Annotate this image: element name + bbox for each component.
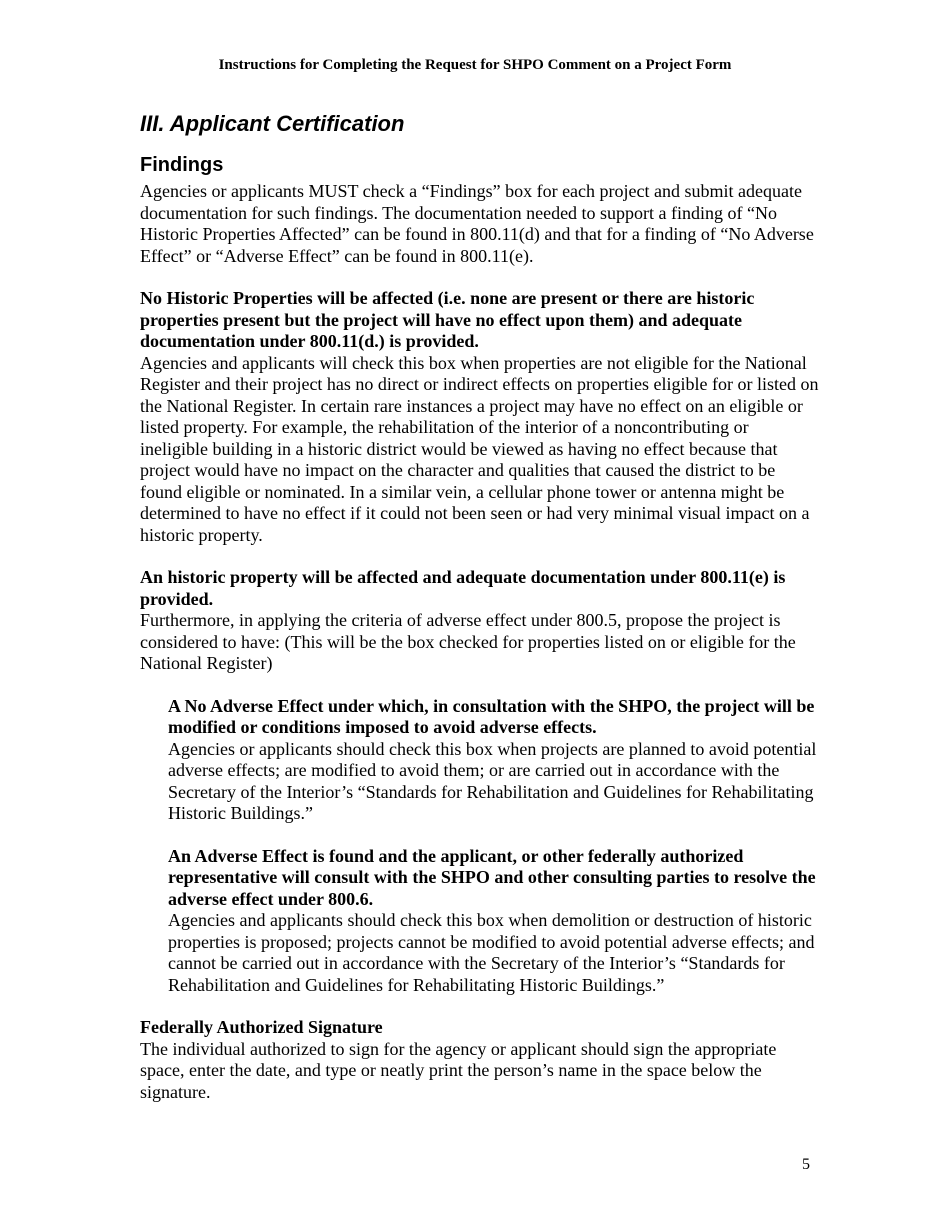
page-number: 5: [802, 1156, 810, 1173]
no-adverse-heading: A No Adverse Effect under which, in consultation with the SHPO, the project will be modified or conditions imposed to avoid adverse effects.: [168, 695, 815, 737]
spacer: [140, 675, 820, 696]
no-historic-heading: No Historic Properties will be affected (i.e. none are present or there are historic properties present but the project will have no effect upon them) and adequate documentation under 800.11(d.) is provided.: [140, 288, 755, 351]
spacer: [140, 267, 820, 288]
no-adverse-body: Agencies or applicants should check this box when projects are planned to avoid potential adverse effects; are modified to avoid them; or are carried out in accordance with the Secretary of the Interior’s “Standards for Rehabilitation and Guidelines for Rehabilitating Historic Buildings.”: [168, 738, 817, 823]
no-historic-body: Agencies and applicants will check this box when properties are not eligible for the National Register and their project has no direct or indirect effects on properties eligible for or listed on the National Register. In certain rare instances a project may have no effect on an eligible or listed property. For example, the rehabilitation of the interior of a noncontributing or ineligible building in a historic district would be viewed as having no effect because that project would have no impact on the character and qualities that caused the district to be found eligible or nominated. In a similar vein, a cellular phone tower or antenna might be determined to have no effect if it could not been seen or had very minimal visual impact on a historic property.: [140, 352, 819, 545]
findings-intro: Agencies or applicants MUST check a “Findings” box for each project and submit adequate documentation for such findings. The documentation needed to support a finding of “No Historic Properties Affected” can be found in 800.11(d) and that for a finding of “No Adverse Effect” or “Adverse Effect” can be found in 800.11(e).: [140, 181, 814, 266]
adverse-block: [168, 846, 820, 997]
signature-body: The individual authorized to sign for the agency or applicant should sign the appropriate space, enter the date, and type or neatly print the person’s name in the space below the signature.: [140, 1038, 777, 1102]
spacer: [140, 996, 820, 1017]
spacer: [140, 825, 820, 846]
page-content: [140, 110, 820, 1103]
historic-affected-heading: An historic property will be affected and adequate documentation under 800.11(e) is provided.: [140, 567, 786, 609]
historic-affected-body: Furthermore, in applying the criteria of adverse effect under 800.5, propose the project is considered to have: (This will be the box checked for properties listed on or eligible for the National Register): [140, 610, 796, 673]
findings-heading: Findings: [140, 154, 224, 176]
section-title: III. Applicant Certification: [140, 111, 405, 136]
spacer: [140, 546, 820, 567]
no-adverse-block: [168, 696, 820, 825]
adverse-heading: An Adverse Effect is found and the applicant, or other federally authorized representative will consult with the SHPO and other consulting parties to resolve the adverse effect under 800.6.: [168, 845, 816, 909]
adverse-body: Agencies and applicants should check this box when demolition or destruction of historic properties is proposed; projects cannot be modified to avoid potential adverse effects; and cannot be carried out in accordance with the Secretary of the Interior’s “Standards for Rehabilitation and Guidelines for Rehabilitating Historic Buildings.”: [168, 910, 815, 995]
signature-heading: Federally Authorized Signature: [140, 1017, 383, 1037]
running-header: Instructions for Completing the Request for SHPO Comment on a Project Form: [218, 57, 732, 73]
